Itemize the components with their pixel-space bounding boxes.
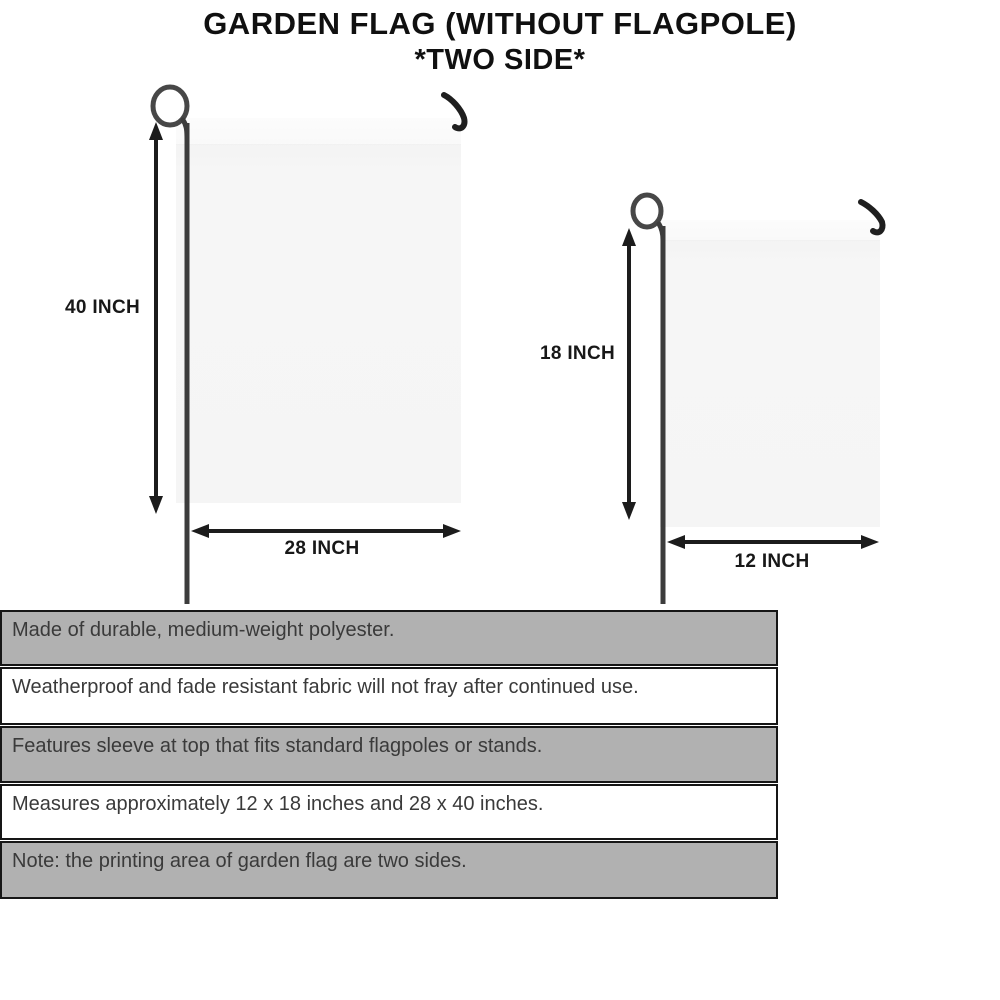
feature-row: Measures approximately 12 x 18 inches and 28 x 40 inches.	[0, 784, 778, 840]
feature-row: Features sleeve at top that fits standard flagpoles or stands.	[0, 726, 778, 783]
flag-small-sleeve	[660, 220, 880, 241]
feature-row: Made of durable, medium-weight polyester.	[0, 610, 778, 666]
height-arrow-small	[622, 228, 636, 520]
height-arrow-large	[149, 122, 163, 514]
width-arrow-small	[667, 535, 879, 549]
flag-small	[660, 220, 880, 527]
feature-row: Note: the printing area of garden flag are two sides.	[0, 841, 778, 899]
feature-list	[0, 610, 778, 899]
height-label-small: 18 INCH	[540, 343, 615, 364]
width-label-small: 12 INCH	[734, 551, 810, 572]
page-title: GARDEN FLAG (WITHOUT FLAGPOLE)	[203, 6, 797, 41]
flag-large-sleeve	[176, 118, 461, 145]
flagpole-loop-small	[633, 195, 661, 227]
width-arrow-large	[191, 524, 461, 538]
width-label-large: 28 INCH	[284, 538, 360, 559]
height-label-large: 40 INCH	[65, 297, 140, 318]
flag-large	[176, 118, 461, 503]
feature-row: Weatherproof and fade resistant fabric will not fray after continued use.	[0, 667, 778, 725]
page-subtitle: *TWO SIDE*	[414, 44, 586, 76]
